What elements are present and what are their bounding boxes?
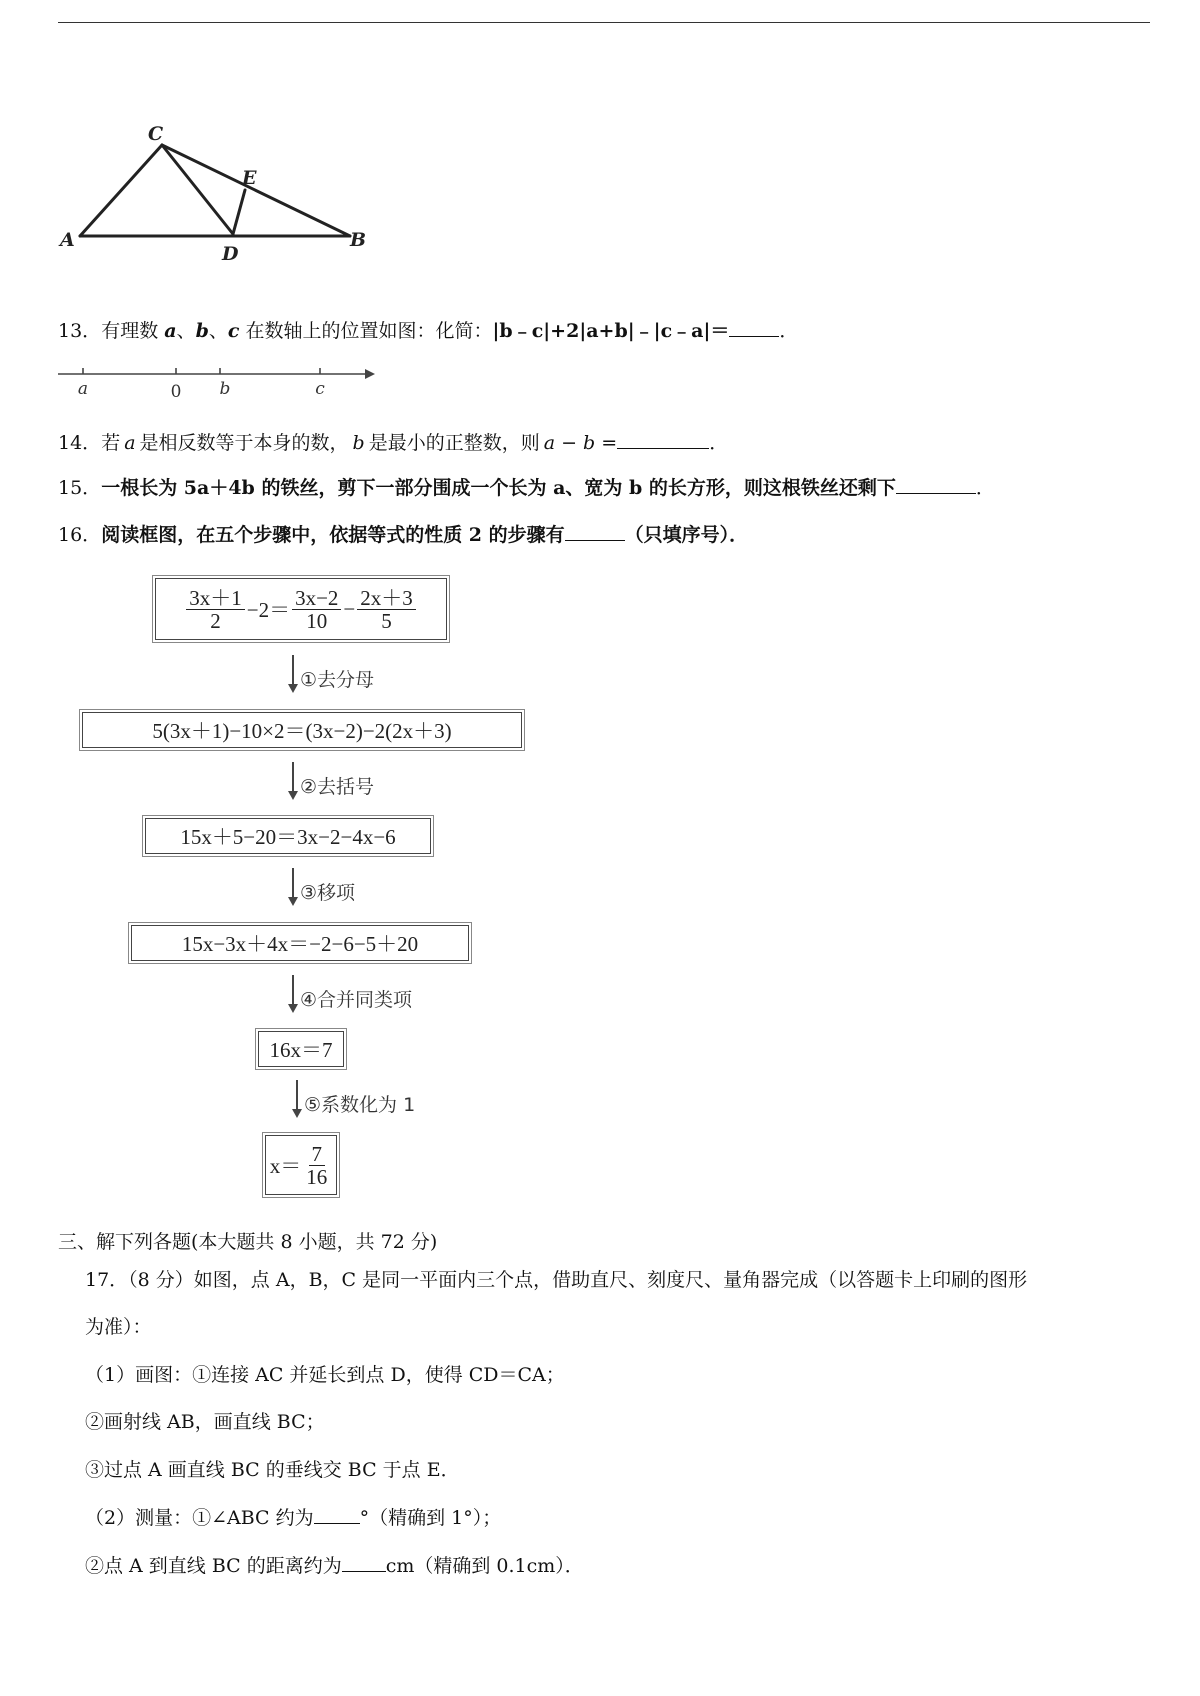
question-number: 14． xyxy=(58,432,102,454)
eq1-op: −2＝ xyxy=(246,598,291,622)
q17-line-1: 17．（8 分）如图，点 A，B，C 是同一平面内三个点，借助直尺、刻度尺、量角器完成（以答题卡上印刷的图形 xyxy=(85,1269,1028,1291)
q13-text: 有理数 xyxy=(101,320,165,342)
question-number: 16． xyxy=(58,524,102,546)
question-number: 13． xyxy=(58,320,102,342)
arrow-right-icon xyxy=(365,369,375,379)
question-13 xyxy=(58,318,798,343)
q14-end: ． xyxy=(709,432,729,454)
eq1-op: − xyxy=(343,596,356,621)
q13-sep: 、 xyxy=(176,320,196,342)
arrow-down-icon xyxy=(288,684,298,693)
question-14 xyxy=(58,430,728,455)
answer-blank[interactable] xyxy=(896,475,976,494)
label-c: C xyxy=(148,123,164,145)
q17-line-7 xyxy=(85,1553,584,1578)
label-a: A xyxy=(60,229,75,251)
eq4-text: 15x−3x＋4x＝−2−6−5＋20 xyxy=(181,932,419,956)
flow-equation-1 xyxy=(155,578,447,640)
label-d: D xyxy=(222,243,239,265)
section-3-title: 三、解下列各题(本大题共 8 小题，共 72 分) xyxy=(58,1231,438,1253)
q13-end: ． xyxy=(779,320,799,342)
arrow-down-icon xyxy=(288,791,298,800)
q16-text: 阅读框图，在五个步骤中，依据等式的性质 2 的步骤有 xyxy=(101,524,565,546)
flow-arrow xyxy=(292,975,294,1005)
q17-line-7-text: ②点 A 到直线 BC 的距离约为 xyxy=(85,1555,342,1577)
flow-equation-5 xyxy=(258,1031,344,1067)
q13-text: 在数轴上的位置如图：化简： xyxy=(239,320,493,342)
fraction: $\frac{3x-2}{10}$ xyxy=(292,587,341,632)
q13-var-a: a xyxy=(164,320,177,342)
answer-blank[interactable] xyxy=(617,430,709,449)
segment-cb xyxy=(162,145,350,236)
segment-de xyxy=(233,190,245,234)
eq3-text: 15x＋5−20＝3x−2−4x−6 xyxy=(180,825,396,849)
fraction: $\frac{2x+3}{5}$ xyxy=(357,587,416,632)
arrow-down-icon xyxy=(288,897,298,906)
q17-line-2: 为准）： xyxy=(85,1316,152,1338)
fraction: $\frac{7}{16}$ xyxy=(306,1141,328,1189)
eq6-lhs: x＝ xyxy=(269,1154,302,1178)
q14-text: 是最小的正整数，则 xyxy=(368,432,540,454)
flow-arrow xyxy=(292,655,294,685)
q13-var-b: b xyxy=(195,320,209,342)
flow-step-1: ①去分母 xyxy=(300,669,375,691)
arrow-down-icon xyxy=(292,1109,302,1118)
q14-expression: a − b = xyxy=(543,432,618,454)
question-15 xyxy=(58,475,995,500)
q13-var-c: c xyxy=(227,320,240,342)
flow-step-2: ②去括号 xyxy=(300,776,375,798)
tick-zero: 0 xyxy=(170,382,182,402)
flow-equation-6 xyxy=(265,1135,337,1195)
q14-var-b: b xyxy=(352,432,365,454)
fraction: $\frac{3x+1}{2}$ xyxy=(186,587,245,632)
q17-line-5: ③过点 A 画直线 BC 的垂线交 BC 于点 E． xyxy=(85,1459,460,1481)
label-e: E xyxy=(242,167,257,189)
q17-line-4: ②画射线 AB，画直线 BC； xyxy=(85,1411,325,1433)
answer-blank[interactable] xyxy=(342,1553,386,1572)
label-b: B xyxy=(350,229,367,251)
flow-arrow xyxy=(292,868,294,898)
q14-text: 若 xyxy=(101,432,121,454)
tick-c: c xyxy=(315,379,325,399)
answer-blank[interactable] xyxy=(565,522,625,541)
flow-step-4: ④合并同类项 xyxy=(300,989,413,1011)
arrow-down-icon xyxy=(288,1004,298,1013)
question-number: 15． xyxy=(58,477,102,499)
flow-equation-4 xyxy=(131,925,469,961)
eq5-text: 16x＝7 xyxy=(269,1038,333,1062)
number-line xyxy=(50,362,380,402)
q17-line-3: （1）画图：①连接 AC 并延长到点 D，使得 CD＝CA； xyxy=(85,1364,565,1386)
q15-end: ． xyxy=(975,477,995,499)
q15-text: 一根长为 5a＋4b 的铁丝，剪下一部分围成一个长为 a、宽为 b 的长方形，则这根铁丝还剩下 xyxy=(101,477,896,499)
q17-line-6-text: °（精确到 1°）； xyxy=(359,1507,502,1529)
tick-a: a xyxy=(77,379,89,399)
flow-arrow xyxy=(296,1080,298,1110)
question-16 xyxy=(58,522,748,547)
q14-var-a: a xyxy=(124,432,136,454)
flow-step-5: ⑤系数化为 1 xyxy=(304,1094,416,1116)
q14-text: 是相反数等于本身的数， xyxy=(139,432,349,454)
q17-line-6-text: （2）测量：①∠ABC 约为 xyxy=(85,1507,314,1529)
triangle-figure xyxy=(50,110,380,290)
flow-arrow xyxy=(292,762,294,792)
segment-ac xyxy=(80,145,162,236)
flow-equation-2 xyxy=(82,712,522,748)
eq2-text: 5(3x＋1)−10×2＝(3x−2)−2(2x＋3) xyxy=(152,719,452,743)
segment-cd xyxy=(162,145,233,234)
answer-blank[interactable] xyxy=(314,1505,360,1524)
q13-sep: 、 xyxy=(208,320,228,342)
q13-expression: |b﹣c|+2|a+b|﹣|c﹣a|＝ xyxy=(492,320,730,342)
header-rule xyxy=(58,22,1150,23)
tick-b: b xyxy=(219,379,231,399)
flow-step-3: ③移项 xyxy=(300,882,356,904)
answer-blank[interactable] xyxy=(729,318,779,337)
q17-line-6 xyxy=(85,1505,501,1530)
q16-end: （只填序号）． xyxy=(624,524,749,546)
flow-equation-3 xyxy=(145,818,431,854)
q17-line-7-text: cm（精确到 0.1cm）． xyxy=(385,1555,584,1577)
